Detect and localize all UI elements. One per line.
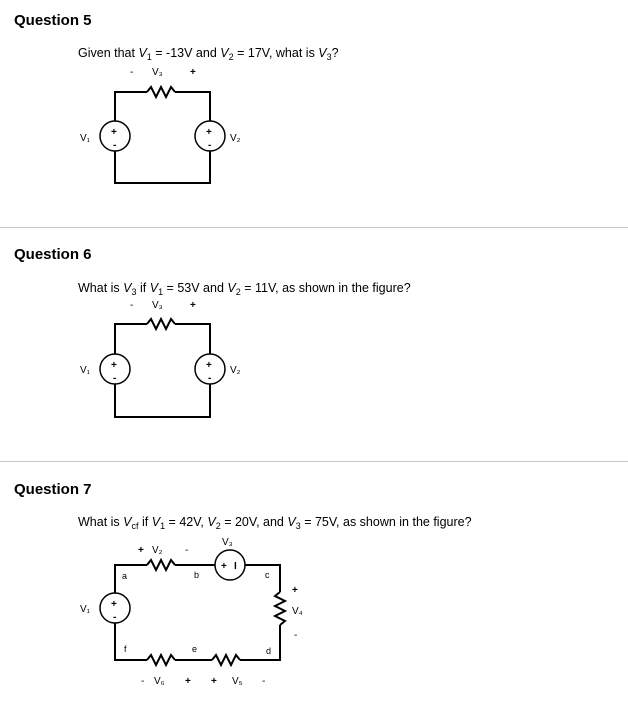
v1-minus-sign: - (113, 373, 117, 384)
v3-minus-label: - (130, 67, 134, 78)
node-e-label: e (192, 644, 198, 654)
v2-plus-label: + (138, 545, 144, 556)
v4-minus-label: - (294, 630, 298, 641)
wire-top-right (175, 324, 210, 354)
v6-minus-label: - (141, 676, 145, 687)
wire-top-left (115, 324, 147, 354)
wire-bottom (115, 384, 210, 417)
v5-label: V₅ (232, 676, 243, 687)
v1-plus-sign: + (111, 360, 117, 371)
resistor-v6 (147, 655, 175, 665)
v3-minus-label: - (130, 300, 134, 311)
question-7-circuit (0, 530, 628, 690)
v2-plus-sign: + (206, 127, 212, 138)
question-6-text: What is $V_3$ if $V_1 = 53V$ and $V_2 = 11V$, as shown in the figure? (78, 281, 411, 297)
wire-f (115, 623, 147, 660)
v3-label: V₃ (152, 67, 163, 78)
v5-minus-label: - (262, 676, 266, 687)
v2-label: V₂ (230, 365, 241, 376)
divider (0, 227, 628, 228)
v1-minus-sign: - (113, 612, 117, 623)
wire-c (245, 565, 280, 592)
v1-plus-sign: + (111, 127, 117, 138)
v6-label: V₆ (154, 676, 165, 687)
v3-plus-label: + (190, 300, 196, 311)
v2-minus-sign: - (208, 373, 212, 384)
question-6-circuit (0, 294, 628, 424)
v2-minus-label: - (185, 545, 189, 556)
node-c-label: c (265, 570, 270, 580)
divider (0, 461, 628, 462)
v1-label: V₁ (80, 365, 91, 376)
resistor-v3 (147, 87, 175, 97)
v2-label: V₂ (230, 133, 241, 144)
v3-minus-sign: I (234, 561, 237, 572)
wire-d (240, 625, 280, 660)
v3-label: V₃ (222, 537, 233, 548)
v2-plus-sign: + (206, 360, 212, 371)
question-5-circuit (0, 60, 628, 190)
question-6-title: Question 6 (14, 246, 92, 263)
v3-plus-sign: + (221, 561, 227, 572)
wire-bottom (115, 151, 210, 183)
source-v3 (215, 550, 245, 580)
node-b-label: b (194, 570, 200, 580)
resistor-v5 (212, 655, 240, 665)
v6-plus-label: + (185, 676, 191, 687)
question-7-title: Question 7 (14, 481, 92, 498)
v1-label: V₁ (80, 604, 91, 615)
v1-label: V₁ (80, 133, 91, 144)
question-7-text: What is $V_{cf}$ if $V_1 = 42V$, $V_2 = 20V$, and $V_3 = 75V$, as shown in the figure? (78, 515, 472, 531)
node-d-label: d (266, 646, 272, 656)
resistor-v3 (147, 319, 175, 329)
wire-top-right (175, 92, 210, 121)
node-f-label: f (124, 644, 127, 654)
node-a-label: a (122, 571, 128, 581)
wire-top-left (115, 92, 147, 121)
resistor-v2 (147, 560, 175, 570)
v3-label: V₃ (152, 300, 163, 311)
v4-label: V₄ (292, 606, 303, 617)
v2-minus-sign: - (208, 140, 212, 151)
question-5-text: Given that $V_1 = -13V$ and $V_2 = 17V$, what is $V_3$? (78, 46, 339, 62)
v5-plus-label: + (211, 676, 217, 687)
v1-minus-sign: - (113, 140, 117, 151)
v1-plus-sign: + (111, 599, 117, 610)
v3-plus-label: + (190, 67, 196, 78)
question-5-title: Question 5 (14, 12, 92, 29)
wire-top-a (115, 565, 147, 593)
v4-plus-label: + (292, 585, 298, 596)
v2-label: V₂ (152, 545, 163, 556)
resistor-v4 (275, 592, 285, 625)
